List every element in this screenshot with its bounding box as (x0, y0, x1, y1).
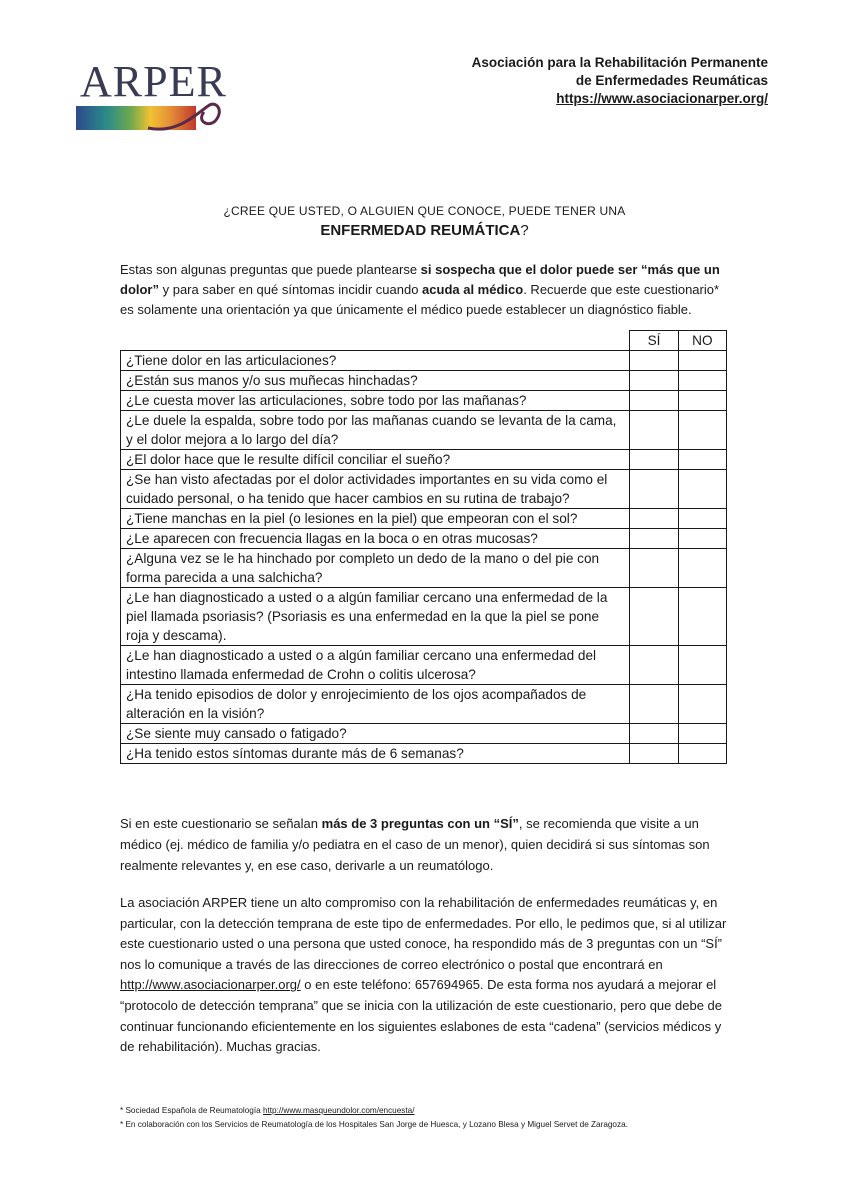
table-row (121, 411, 727, 450)
table-row (121, 371, 727, 391)
yes-column-header: SÍ (630, 331, 678, 351)
questionnaire-table (120, 330, 727, 764)
footnotes (120, 1104, 760, 1132)
no-checkbox[interactable] (678, 371, 726, 391)
question-text: ¿Se han visto afectadas por el dolor actividades importantes en su vida como el cuidado personal, o ha tenido que hacer cambios en su rutina de trabajo? (121, 470, 630, 509)
association-paragraph (120, 893, 735, 1058)
intro-text-3: . Recuerde que este cuestionario* es solamente una orientación ya que únicamente el médico puede establecer un diagnóstico fiable. (120, 282, 720, 317)
title-question-mark: ? (520, 222, 529, 239)
no-column-header: NO (678, 331, 726, 351)
no-checkbox[interactable] (678, 509, 726, 529)
question-text: ¿Le han diagnosticado a usted o a algún familiar cercano una enfermedad del intestino llamada enfermedad de Crohn o colitis ulcerosa? (121, 646, 630, 685)
table-row (121, 391, 727, 411)
association-website-link[interactable]: http://www.asociacionarper.org/ (120, 977, 301, 993)
recommendation-paragraph (120, 813, 732, 876)
yes-checkbox[interactable] (630, 411, 678, 450)
no-checkbox[interactable] (678, 588, 726, 646)
question-text: ¿Le cuesta mover las articulaciones, sobre todo por las mañanas? (121, 391, 630, 411)
table-row (121, 470, 727, 509)
intro-text-2: y para saber en qué síntomas incidir cuando (159, 282, 423, 297)
title-bold: ENFERMEDAD REUMÁTICA (320, 222, 521, 239)
no-checkbox[interactable] (678, 450, 726, 470)
question-text: ¿Tiene dolor en las articulaciones? (121, 351, 630, 371)
no-checkbox[interactable] (678, 470, 726, 509)
intro-bold-1: si sospecha que el dolor puede ser “más que un dolor” (120, 262, 720, 297)
question-text: ¿Ha tenido episodios de dolor y enrojecimiento de los ojos acompañados de alteración en la visión? (121, 685, 630, 724)
logo-text: ARPER (80, 57, 227, 106)
question-text: ¿Están sus manos y/o sus muñecas hinchadas? (121, 371, 630, 391)
question-text: ¿Alguna vez se le ha hinchado por completo un dedo de la mano o del pie con forma parecida a una salchicha? (121, 549, 630, 588)
no-checkbox[interactable] (678, 391, 726, 411)
table-row (121, 529, 727, 549)
no-checkbox[interactable] (678, 351, 726, 371)
org-name-line1: Asociación para la Rehabilitación Permanente (471, 55, 768, 70)
table-row (121, 509, 727, 529)
yes-checkbox[interactable] (630, 371, 678, 391)
footnote-1-link[interactable]: http://www.masqueundolor.com/encuesta/ (262, 1106, 415, 1115)
yes-checkbox[interactable] (630, 470, 678, 509)
question-text: ¿Ha tenido estos síntomas durante más de 6 semanas? (121, 744, 630, 764)
no-checkbox[interactable] (678, 529, 726, 549)
question-text: ¿Le aparecen con frecuencia llagas en la boca o en otras mucosas? (121, 529, 630, 549)
table-row (121, 685, 727, 724)
no-checkbox[interactable] (678, 411, 726, 450)
no-checkbox[interactable] (678, 549, 726, 588)
yes-checkbox[interactable] (630, 351, 678, 371)
table-row (121, 351, 727, 371)
question-text: ¿El dolor hace que le resulte difícil conciliar el sueño? (121, 450, 630, 470)
table-row (121, 744, 727, 764)
intro-bold-2: acuda al médico (422, 282, 524, 297)
no-checkbox[interactable] (678, 685, 726, 724)
table-row (121, 450, 727, 470)
intro-text-1: Estas son algunas preguntas que puede plantearse (120, 262, 421, 277)
para1-text-1: Si en este cuestionario se señalan (120, 816, 322, 831)
table-header-row (121, 331, 727, 351)
header-blank-cell (121, 331, 630, 351)
yes-checkbox[interactable] (630, 744, 678, 764)
org-name-line2: de Enfermedades Reumáticas (575, 73, 768, 88)
table-row (121, 646, 727, 685)
para2-text-1: La asociación ARPER tiene un alto compromiso con la rehabilitación de enfermedades reumáticas y, en particular, con la detección temprana de este tipo de enfermedades. Por ello, le pedimos que, si al utilizar este cuestionario usted o una persona que usted conoce, ha respondido más de 3 preguntas con un “SÍ” nos lo comunique a través de las direcciones de correo electrónico o postal que encontrará en (120, 895, 727, 972)
yes-checkbox[interactable] (630, 549, 678, 588)
table-row (121, 588, 727, 646)
footnote-1 (120, 1104, 760, 1118)
yes-checkbox[interactable] (630, 646, 678, 685)
yes-checkbox[interactable] (630, 685, 678, 724)
para1-text-2: , se recomienda que visite a un médico (ej. médico de familia y/o pediatra en el caso de un menor), quien decidirá si sus síntomas son realmente relevantes y, en ese caso, derivarle a un reumatólogo. (120, 816, 710, 873)
para2-text-2: o en este teléfono: 657694965. De esta forma nos ayudará a mejorar el “protocolo de detección temprana” que se inicia con la utilización de este cuestionario, pero que debe de continuar funcionando eficientemente en los siguientes eslabones de esta “cadena” (servicios médicos y de rehabilitación). Muchas gracias. (120, 977, 722, 1055)
logo-swoosh-icon (146, 76, 241, 136)
table-row (121, 724, 727, 744)
footnote-2: * En colaboración con los Servicios de Reumatología de los Hospitales San Jorge de Huesca, y Lozano Blesa y Miguel Servet de Zaragoza. (120, 1120, 628, 1129)
footnote-1-text: * Sociedad Española de Reumatología (120, 1106, 263, 1115)
question-text: ¿Tiene manchas en la piel (o lesiones en la piel) que empeoran con el sol? (121, 509, 630, 529)
table-row (121, 549, 727, 588)
arper-logo (76, 58, 241, 134)
yes-checkbox[interactable] (630, 450, 678, 470)
yes-checkbox[interactable] (630, 588, 678, 646)
no-checkbox[interactable] (678, 744, 726, 764)
question-title: ¿CREE QUE USTED, O ALGUIEN QUE CONOCE, PUEDE TENER UNA (223, 204, 626, 218)
question-title-emphasis (0, 222, 849, 239)
org-header (472, 54, 768, 108)
no-checkbox[interactable] (678, 646, 726, 685)
question-text: ¿Le duele la espalda, sobre todo por las mañanas cuando se levanta de la cama, y el dolor mejora a lo largo del día? (121, 411, 630, 450)
no-checkbox[interactable] (678, 724, 726, 744)
org-url-link[interactable]: https://www.asociacionarper.org/ (556, 91, 768, 106)
intro-paragraph (120, 260, 730, 320)
question-text: ¿Le han diagnosticado a usted o a algún familiar cercano una enfermedad de la piel llamada psoriasis? (Psoriasis es una enfermedad en la que la piel se pone roja y descama). (121, 588, 630, 646)
question-text: ¿Se siente muy cansado o fatigado? (121, 724, 630, 744)
yes-checkbox[interactable] (630, 391, 678, 411)
yes-checkbox[interactable] (630, 509, 678, 529)
yes-checkbox[interactable] (630, 529, 678, 549)
para1-bold: más de 3 preguntas con un “SÍ” (321, 816, 519, 831)
yes-checkbox[interactable] (630, 724, 678, 744)
